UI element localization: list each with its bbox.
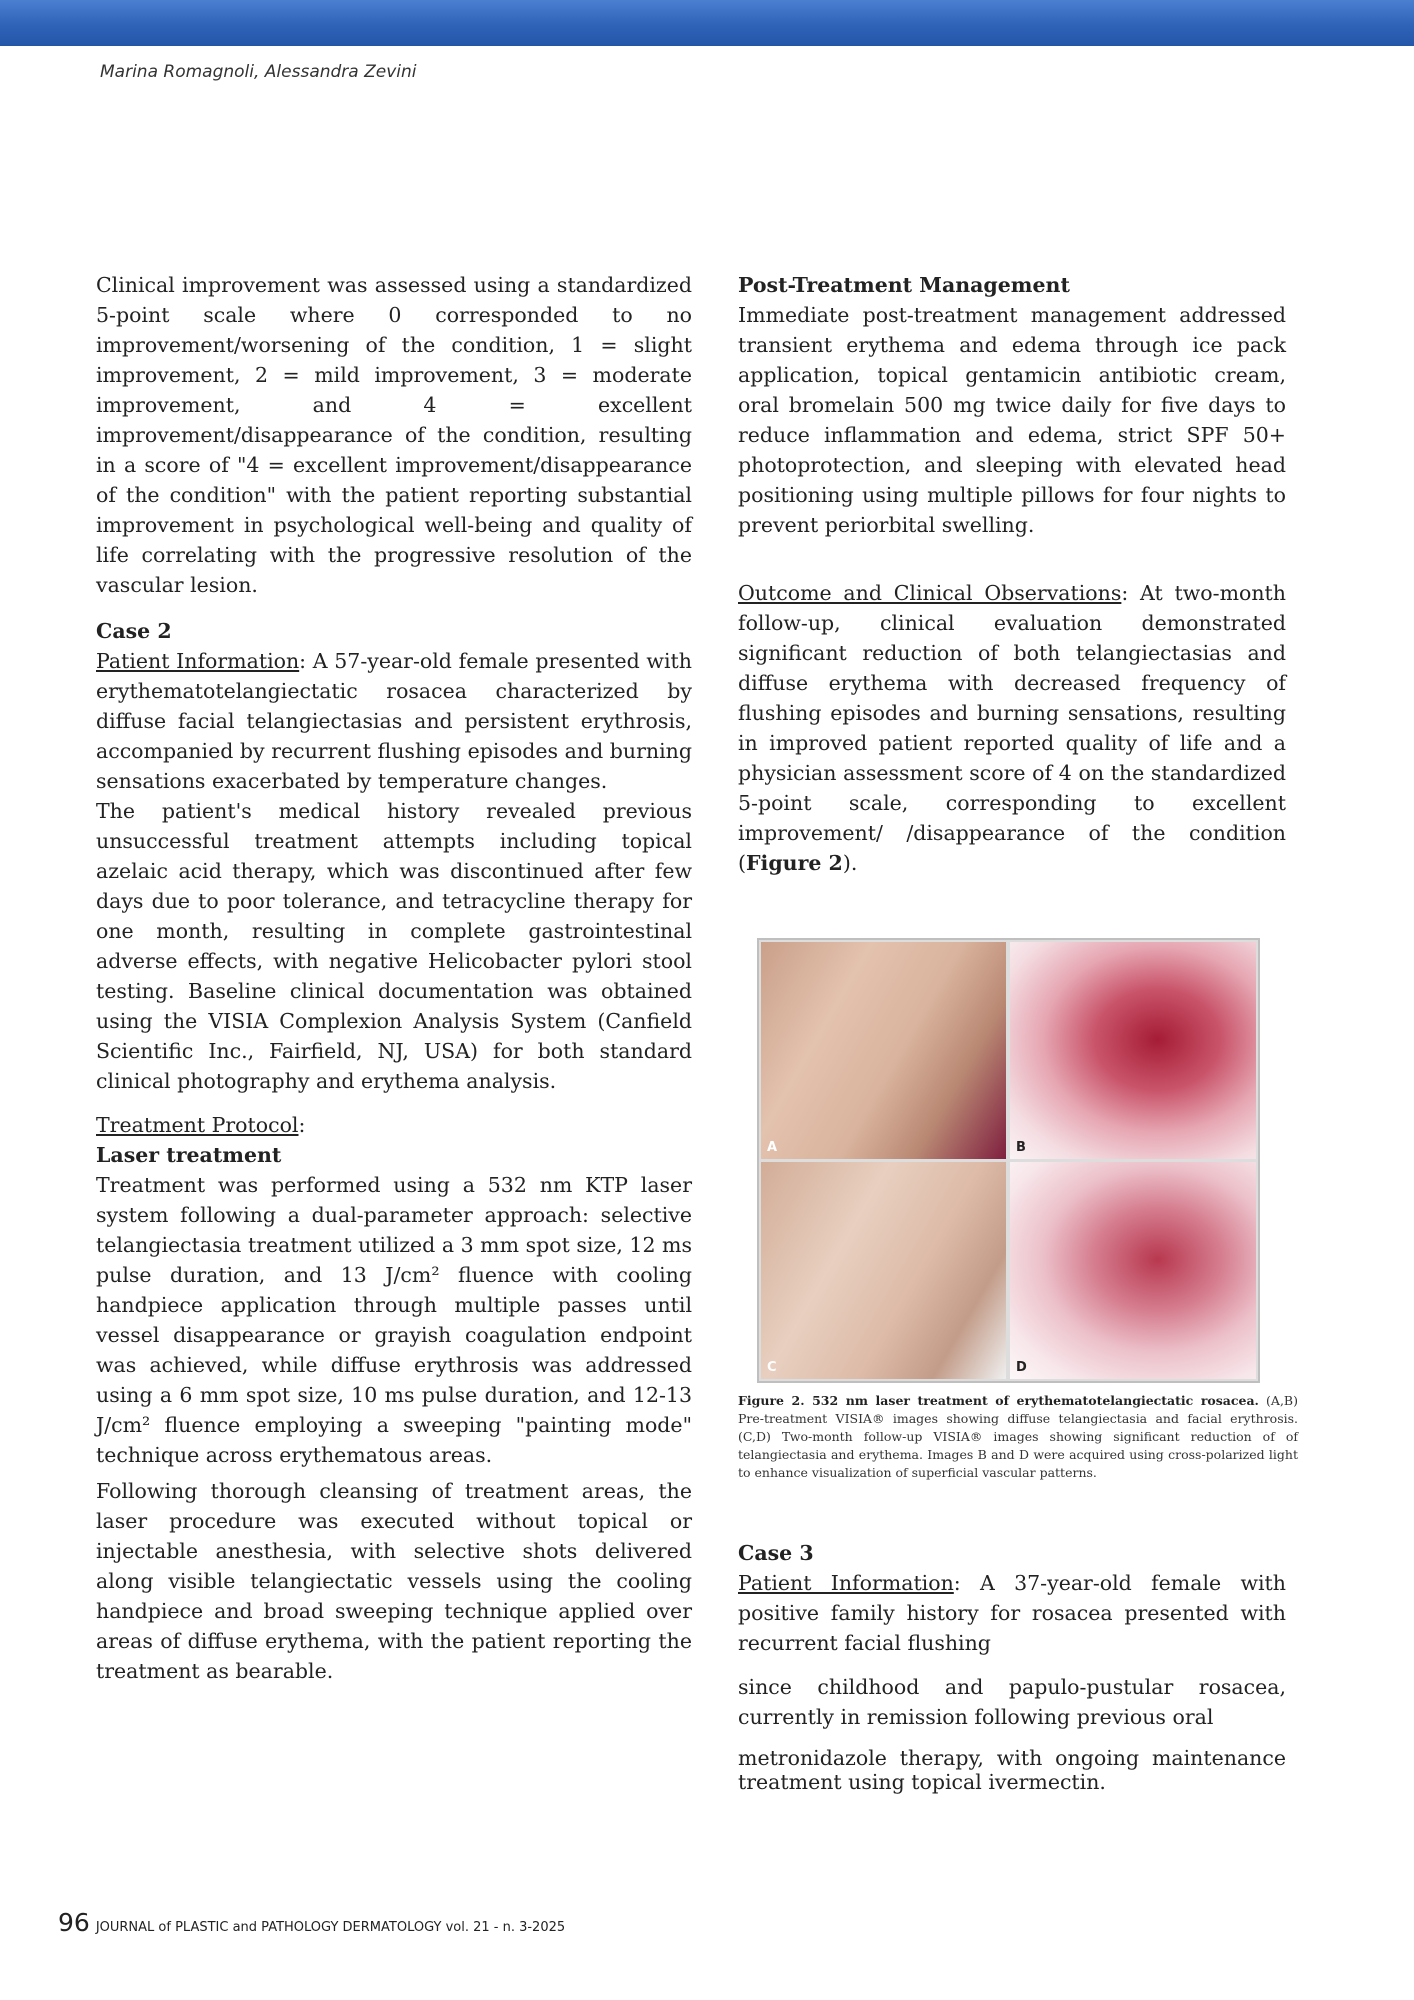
figure-2-reference[interactable]: Figure 2 — [746, 851, 843, 875]
post-treatment-heading: Post-Treatment Management — [738, 273, 1070, 297]
panel-label-a: A — [767, 1140, 778, 1155]
panel-label-c: C — [767, 1360, 777, 1375]
paragraph-laser-parameters: Treatment was performed using a 532 nm KTP laser system following a dual-parameter approach: selective telangiectasia treatment utilized a 3 mm spot size, 12 ms pulse duration, and 13 J/cm² fluence with cooling handpiece application through multiple passes until vessel disappearance or grayish coagulation endpoint was achieved, while diffuse erythrosis was addressed using a 6 mm spot size, 10 ms pulse duration, and 12-13 J/cm² fluence employing a sweeping "painting mode" technique across erythematous areas. — [96, 1173, 692, 1467]
left-column — [96, 270, 692, 1686]
page-number: 96 — [58, 1908, 90, 1937]
caption-text: (A,B) Pre-treatment VISIA® images showing diffuse telangiectasia and facial erythrosis. (C,D) Two-month follow-up VISIA® images showing significant reduction of of telangiectasia and erythema. Images B and D were acquired using cross-polarized light to enhance visualization of superficial vascular patterns. — [738, 1393, 1298, 1480]
paragraph-case-3-patient — [738, 1568, 1286, 1658]
patient-information-label: Patient Information — [96, 649, 300, 673]
treatment-protocol-line: Treatment Protocol: — [96, 1113, 306, 1137]
case-3-section — [738, 1538, 1286, 1794]
case-3-heading: Case 3 — [738, 1541, 814, 1565]
figure-panel-a — [761, 942, 1006, 1159]
right-column — [738, 270, 1286, 878]
paragraph-post-treatment: Immediate post-treatment management addressed transient erythema and edema through ice pack application, topical gentamicin antibiotic cream, oral bromelain 500 mg twice daily for five days to reduce inflammation and edema, strict SPF 50+ photoprotection, and sleeping with elevated head positioning using multiple pillows for four nights to prevent periorbital swelling. — [738, 303, 1286, 537]
treatment-protocol-label: Treatment Protocol — [96, 1113, 299, 1137]
paragraph-case-2-patient — [96, 646, 692, 796]
case-2-patient-text: : A 57-year-old female presented with erythematotelangiectatic rosacea characterized by diffuse facial telangiectasias and persistent erythrosis, accompanied by recurrent flushing episodes and burning sensations exacerbated by temperature changes. — [96, 649, 692, 793]
outcome-text: : At two-month follow-up, clinical evaluation demonstrated significant reduction of both telangiectasias and diffuse erythema with decreased frequency of flushing episodes and burning sensations, resulting in improved patient reported quality of life and a physician assessment score of 4 on the standardized 5-point scale, corresponding to excellent improvement/ /disappearance of the condition ( — [738, 581, 1286, 875]
paragraph-case-3-maintenance: metronidazole therapy, with ongoing maintenance treatment using topical ivermectin. — [738, 1746, 1286, 1794]
header-bar — [0, 0, 1414, 46]
figure-2-caption — [738, 1392, 1298, 1482]
figure-2-image-grid — [757, 938, 1260, 1383]
laser-treatment-heading: Laser treatment — [96, 1143, 282, 1167]
paragraph-clinical-improvement: Clinical improvement was assessed using a standardized 5-point scale where 0 corresponded to no improvement/worsening of the condition, 1 = slight improvement, 2 = mild improvement, 3 = moderate improvement, and 4 = excellent improvement/disappearance of the condition, resulting in a score of "4 = excellent improvement/disappearance of the condition" with the patient reporting substantial improvement in psychological well-being and quality of life correlating with the progressive resolution of the vascular lesion. — [96, 273, 692, 597]
case-2-heading: Case 2 — [96, 619, 172, 643]
page-footer — [58, 1908, 565, 1937]
case-2-heading-line — [96, 616, 692, 646]
case-3-patient-label: Patient Information — [738, 1571, 954, 1595]
caption-title: Figure 2. 532 nm laser treatment of erythematotelangiectatic rosacea. — [738, 1393, 1259, 1408]
paragraph-case-3-history: since childhood and papulo-pustular rosacea, currently in remission following previous oral — [738, 1675, 1286, 1729]
panel-label-b: B — [1016, 1140, 1026, 1155]
figure-panel-d — [1010, 1162, 1256, 1379]
paragraph-medical-history: The patient's medical history revealed previous unsuccessful treatment attempts including topical azelaic acid therapy, which was discontinued after few days due to poor tolerance, and tetracycline therapy for one month, resulting in complete gastrointestinal adverse effects, with negative Helicobacter pylori stool testing. Baseline clinical documentation was obtained using the VISIA Complexion Analysis System (Canfield Scientific Inc., Fairfield, NJ, USA) for both standard clinical photography and erythema analysis. — [96, 799, 692, 1093]
paragraph-procedure: Following thorough cleansing of treatment areas, the laser procedure was executed without topical or injectable anesthesia, with selective shots delivered along visible telangiectatic vessels using the cooling handpiece and broad sweeping technique applied over areas of diffuse erythema, with the patient reporting the treatment as bearable. — [96, 1479, 692, 1683]
figure-panel-c — [761, 1162, 1006, 1379]
running-head-authors: Marina Romagnoli, Alessandra Zevini — [100, 62, 417, 82]
paragraph-outcome: Outcome and Clinical Observations: At two-month follow-up, clinical evaluation demonstrated significant reduction of both telangiectasias and diffuse erythema with decreased frequency of flushing episodes and burning sensations, resulting in improved patient reported quality of life and a physician assessment score of 4 on the standardized 5-point scale, corresponding to excellent improvement/ /disappearance of the condition (Figure 2). — [738, 581, 1286, 875]
outcome-label: Outcome and Clinical Observations — [738, 581, 1122, 605]
journal-name: JOURNAL of PLASTIC and PATHOLOGY DERMATOLOGY vol. 21 - n. 3-2025 — [95, 1920, 566, 1935]
figure-panel-b — [1010, 942, 1256, 1159]
case-3-text-1: : A 37-year-old female with positive family history for rosacea presented with recurrent facial flushing — [738, 1571, 1286, 1655]
panel-label-d: D — [1016, 1360, 1027, 1375]
